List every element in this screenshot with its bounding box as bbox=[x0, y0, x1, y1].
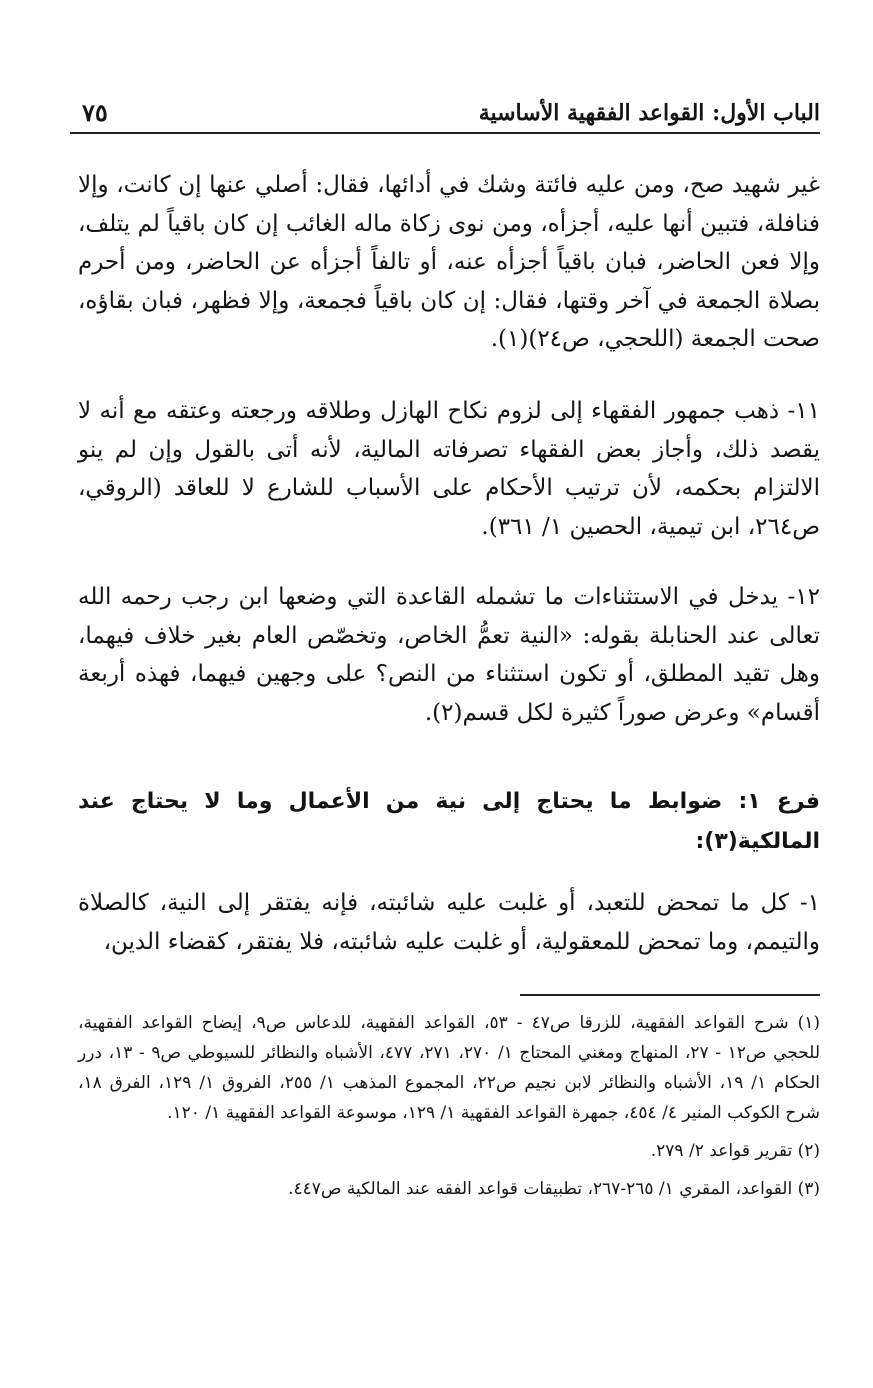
running-head: الباب الأول: القواعد الفقهية الأساسية bbox=[478, 100, 820, 126]
footnote-3: (٣) القواعد، المقري ١/ ٢٦٥-٢٦٧، تطبيقات قواعد الفقه عند المالكية ص٤٤٧. bbox=[288, 1179, 820, 1199]
footnotes bbox=[78, 1008, 820, 1212]
footnote-divider bbox=[520, 994, 820, 996]
body-paragraph-3: ١٢- يدخل في الاستثناءات ما تشمله القاعدة التي وضعها ابن رجب رحمه الله تعالى عند الحنابلة بقوله: «النية تعمُّ الخاص، وتخصّص العام بغير خلاف فيهما، وهل تقيد المطلق، أو تكون استثناء من النص؟ على وجهين فيهما، فهذه أربعة أقسام» وعرض صوراً كثيرة لكل قسم(٢). bbox=[78, 584, 820, 726]
body-paragraph-4: ١- كل ما تمحض للتعبد، أو غلبت عليه شائبته، فإنه يفتقر إلى النية، كالصلاة والتيمم، وما تمحض للمعقولية، أو غلبت عليه شائبته، فلا يفتقر، كقضاء الدين، bbox=[78, 890, 820, 955]
body-paragraph-1: غير شهيد صح، ومن عليه فائتة وشك في أدائها، فقال: أصلي عنها إن كانت، وإلا فنافلة، فتبين أنها عليه، أجزأه، ومن نوى زكاة ماله الغائب إن كان باقياً لم يتلف، وإلا فعن الحاضر، فبان باقياً أجزأه عنه، أو تالفاً أجزأه عن الحاضر، ومن أحرم بصلاة الجمعة في آخر وقتها، فقال: إن كان باقياً فجمعة، وإلا فظهر، فبان بقاؤه، صحت الجمعة (اللحجي، ص٢٤)(١). bbox=[78, 172, 820, 352]
footnote-2: (٢) تقرير قواعد ٢/ ٢٧٩. bbox=[650, 1141, 820, 1161]
page-number: ٧٥ bbox=[82, 98, 108, 127]
footnote-1: (١) شرح القواعد الفقهية، للزرقا ص٤٧ - ٥٣، القواعد الفقهية، للدعاس ص٩، إيضاح القواعد الفقهية، للحجي ص١٢ - ٢٧، المنهاج ومغني المحتاج ١/ ٢٧٠، ٢٧١، ٤٧٧، الأشباه والنظائر للسيوطي ص٩ - ١٣، درر الحكام ١/ ١٩، الأشباه والنظائر لابن نجيم ص٢٢، المجموع المذهب ١/ ٢٥٥، الفروق ١/ ١٢٩، الفرق ١٨، شرح الكوكب المنير ٤/ ٤٥٤، جمهرة القواعد الفقهية ١/ ١٢٩، موسوعة القواعد الفقهية ١/ ١٢٠. bbox=[78, 1013, 821, 1123]
section-heading: فرع ١: ضوابط ما يحتاج إلى نية من الأعمال وما لا يحتاج عند المالكية(٣): bbox=[78, 789, 820, 854]
page-header bbox=[70, 98, 820, 134]
body-paragraph-2: ١١- ذهب جمهور الفقهاء إلى لزوم نكاح الهازل وطلاقه ورجعته وعتقه مع أنه لا يقصد ذلك، وأجاز بعض الفقهاء تصرفاته المالية، لأنه أتى بالقول وإن لم ينو الالتزام بحكمه، لأن ترتيب الأحكام على الأسباب للشارع لا للعاقد (الروقي، ص٢٦٤، ابن تيمية، الحصين ١/ ٣٦١). bbox=[78, 398, 820, 540]
